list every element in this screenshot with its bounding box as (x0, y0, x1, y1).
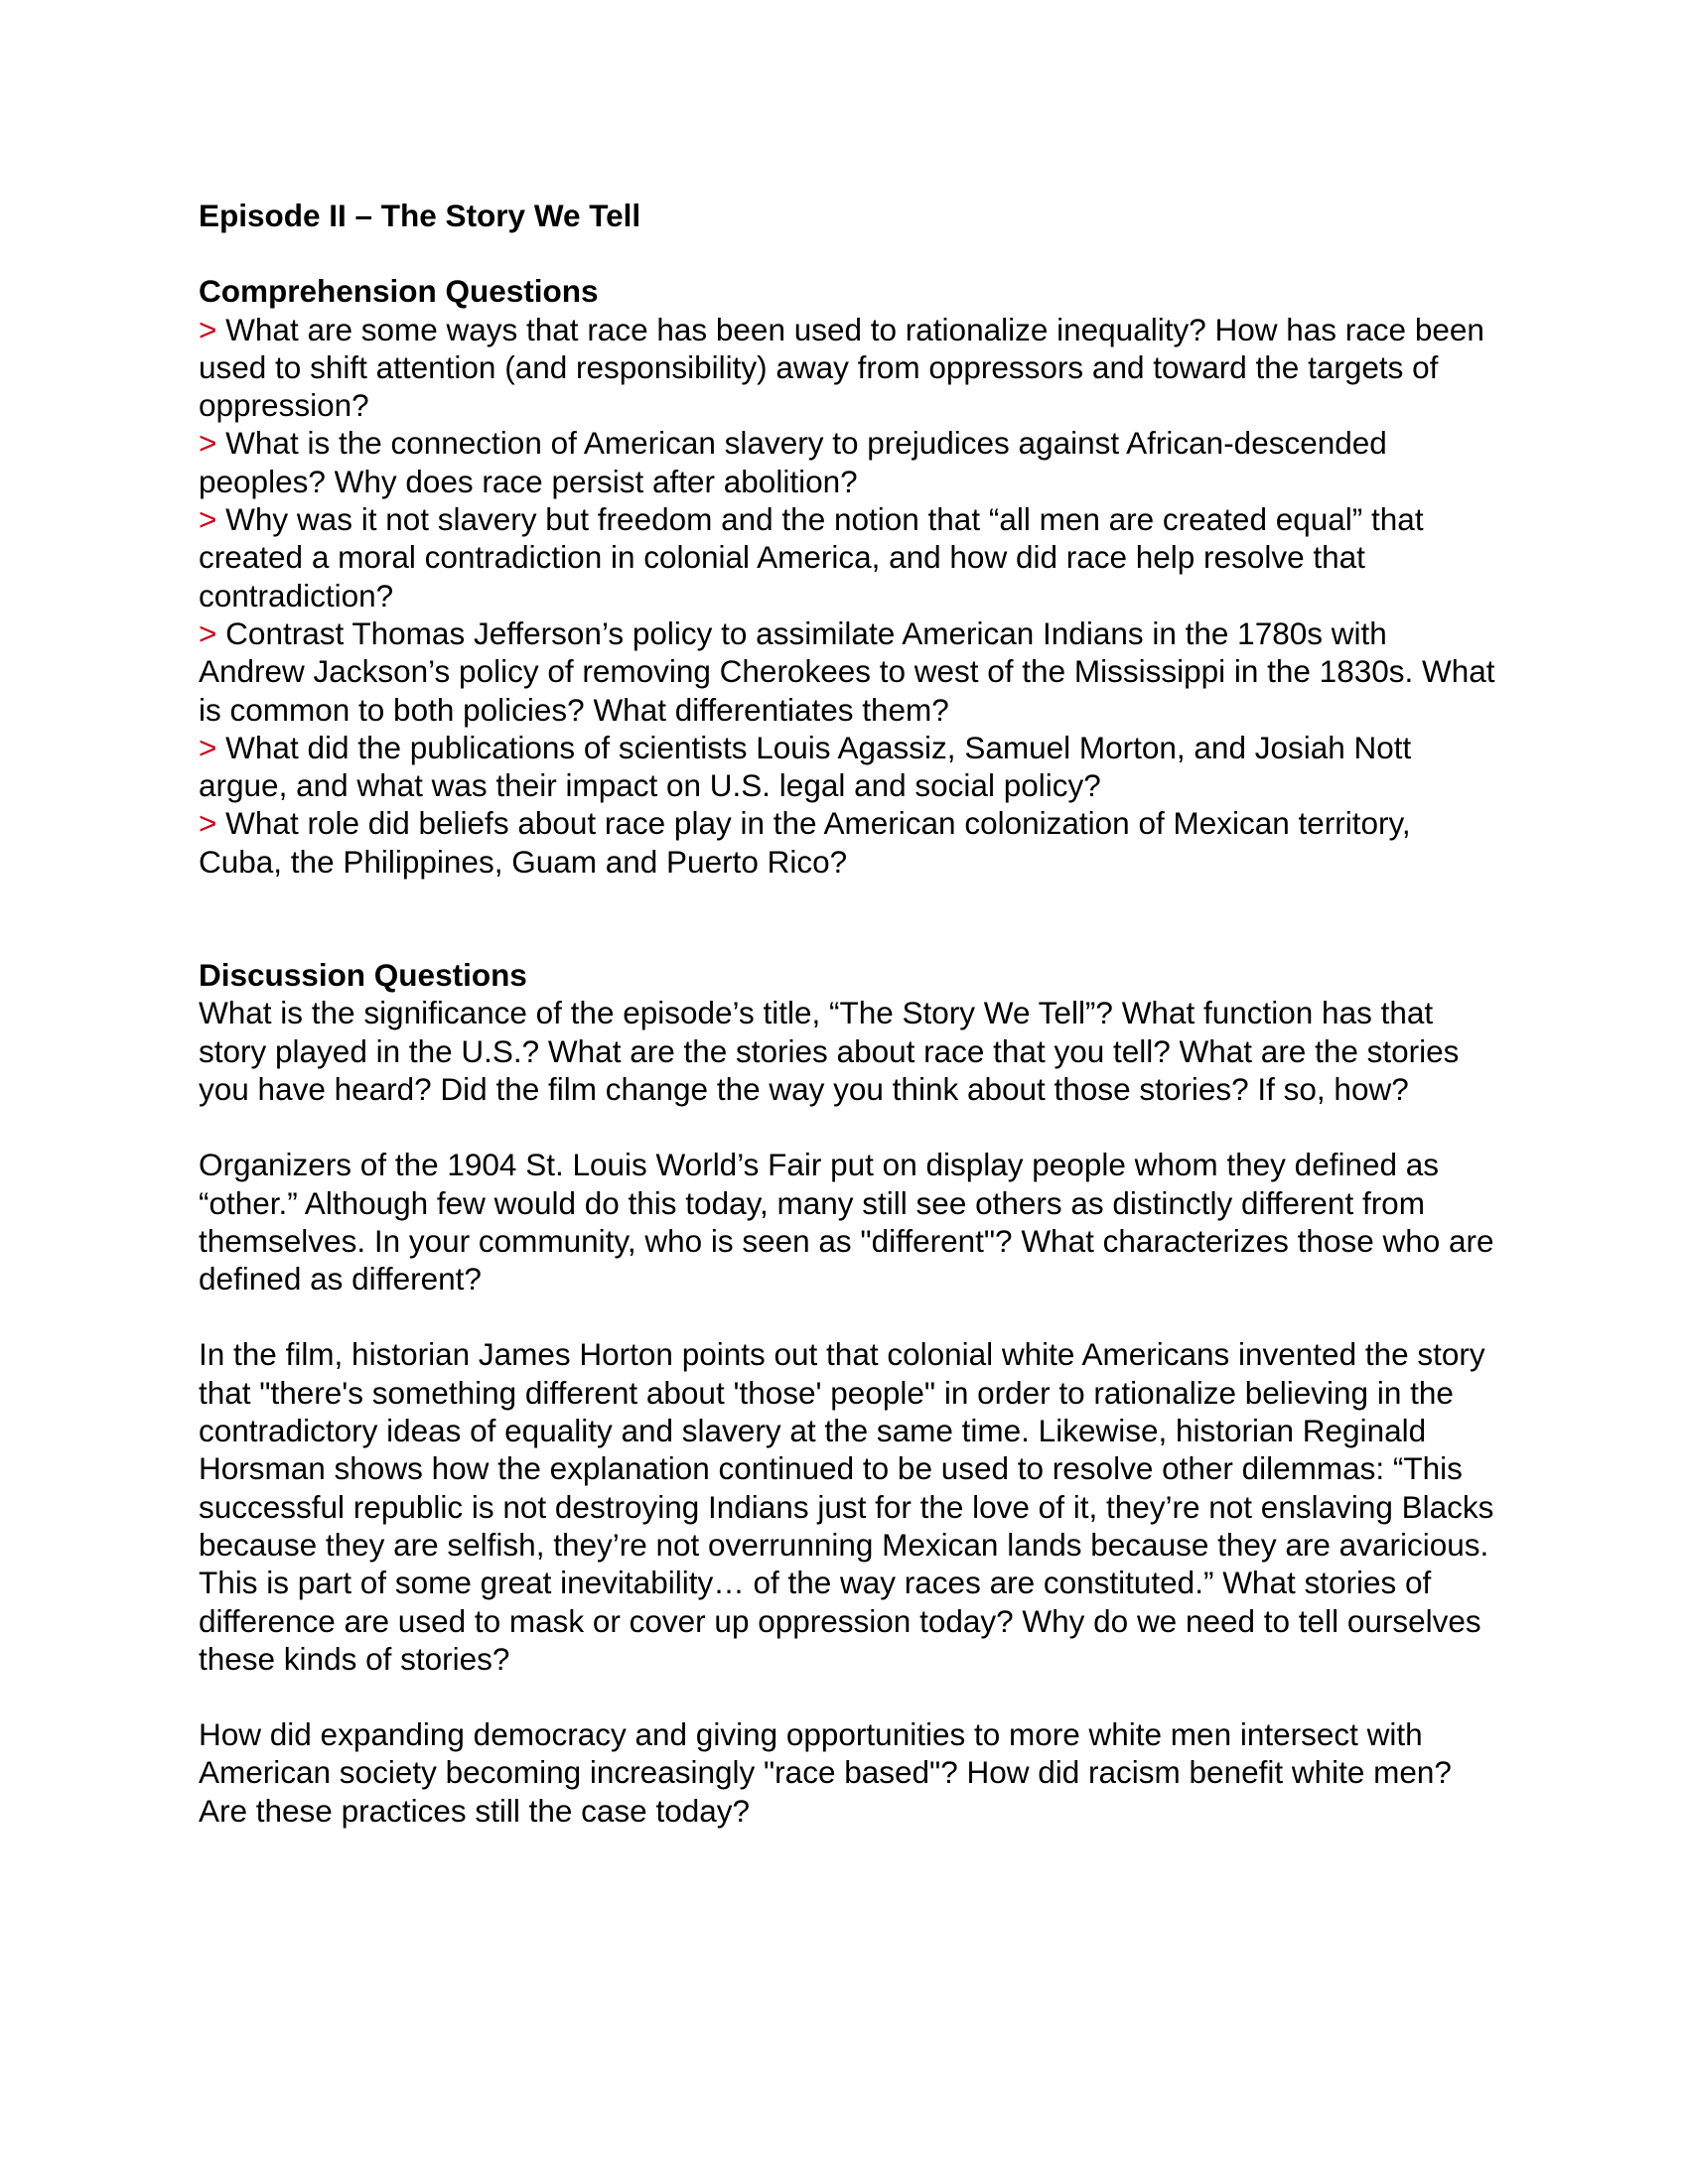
discussion-paragraph: Organizers of the 1904 St. Louis World’s Fair put on display people whom they defined as “other.” Although few would do this today, many still see others as distinctly different from themselves. In your community, who is seen as "different"? What characterizes those who are defined as different? (199, 1147, 1494, 1297)
red-chevron-icon: > (199, 311, 217, 347)
comprehension-heading: Comprehension Questions (199, 273, 599, 310)
red-chevron-icon: > (199, 805, 217, 842)
comprehension-question-list (199, 311, 1499, 881)
discussion-section (199, 956, 1499, 1830)
question-text: What did the publications of scientists Louis Agassiz, Samuel Morton, and Josiah Nott argue, and what was their impact on U.S. legal and social policy? (199, 729, 1412, 804)
comprehension-question (199, 424, 1499, 500)
discussion-paragraph: How did expanding democracy and giving opportunities to more white men intersect with American society becoming increasingly "race based"? How did racism benefit white men? Are these practices still the case today? (199, 1716, 1452, 1829)
red-chevron-icon: > (199, 614, 217, 651)
discussion-heading: Discussion Questions (199, 957, 527, 994)
comprehension-question (199, 729, 1499, 805)
discussion-paragraph: In the film, historian James Horton points out that colonial white Americans invented the story that "there's something different about 'those' people" in order to rationalize believing in the contradictory ideas of equality and slavery at the same time. Likewise, historian Reginald Horsman shows how the explanation continued to be used to resolve other dilemmas: “This successful republic is not destroying Indians just for the love of it, they’re not enslaving Blacks because they are selfish, they’re not overrunning Mexican lands because they are avaricious. This is part of some great inevitability… of the way races are constituted.” What stories of difference are used to mask or cover up oppression today? Why do we need to tell ourselves these kinds of stories? (199, 1336, 1494, 1677)
comprehension-question (199, 804, 1499, 881)
spacer (199, 1108, 1499, 1146)
question-text: Why was it not slavery but freedom and the notion that “all men are created equal” that created a moral contradiction in colonial America, and how did race help resolve that contradiction? (199, 501, 1424, 614)
page-title: Episode II – The Story We Tell (199, 198, 641, 233)
red-chevron-icon: > (199, 501, 217, 538)
discussion-paragraph: What is the significance of the episode’s title, “The Story We Tell”? What function has that story played in the U.S.? What are the stories about race that you tell? What are the stories you have heard? Did the film change the way you think about those stories? If so, how? (199, 995, 1460, 1107)
question-text: What is the connection of American slavery to prejudices against African-descended peoples? Why does race persist after abolition? (199, 425, 1387, 499)
spacer (199, 234, 1499, 272)
question-text: Contrast Thomas Jefferson’s policy to assimilate American Indians in the 1780s with Andrew Jackson’s policy of removing Cherokees to west of the Mississippi in the 1830s. What is common to both policies? What differentiates them? (199, 614, 1495, 728)
question-text: What role did beliefs about race play in the American colonization of Mexican territory, Cuba, the Philippines, Guam and Puerto Rico? (199, 805, 1411, 880)
comprehension-question (199, 614, 1499, 729)
spacer (199, 881, 1499, 956)
red-chevron-icon: > (199, 729, 217, 765)
red-chevron-icon: > (199, 425, 217, 462)
comprehension-section (199, 272, 1499, 881)
comprehension-question (199, 311, 1499, 425)
question-text: What are some ways that race has been used to rationalize inequality? How has race been used to shift attention (and responsibility) away from oppressors and toward the targets of oppression? (199, 311, 1484, 424)
document-body (199, 197, 1499, 1830)
comprehension-question (199, 500, 1499, 614)
spacer (199, 1678, 1499, 1715)
spacer (199, 1297, 1499, 1335)
